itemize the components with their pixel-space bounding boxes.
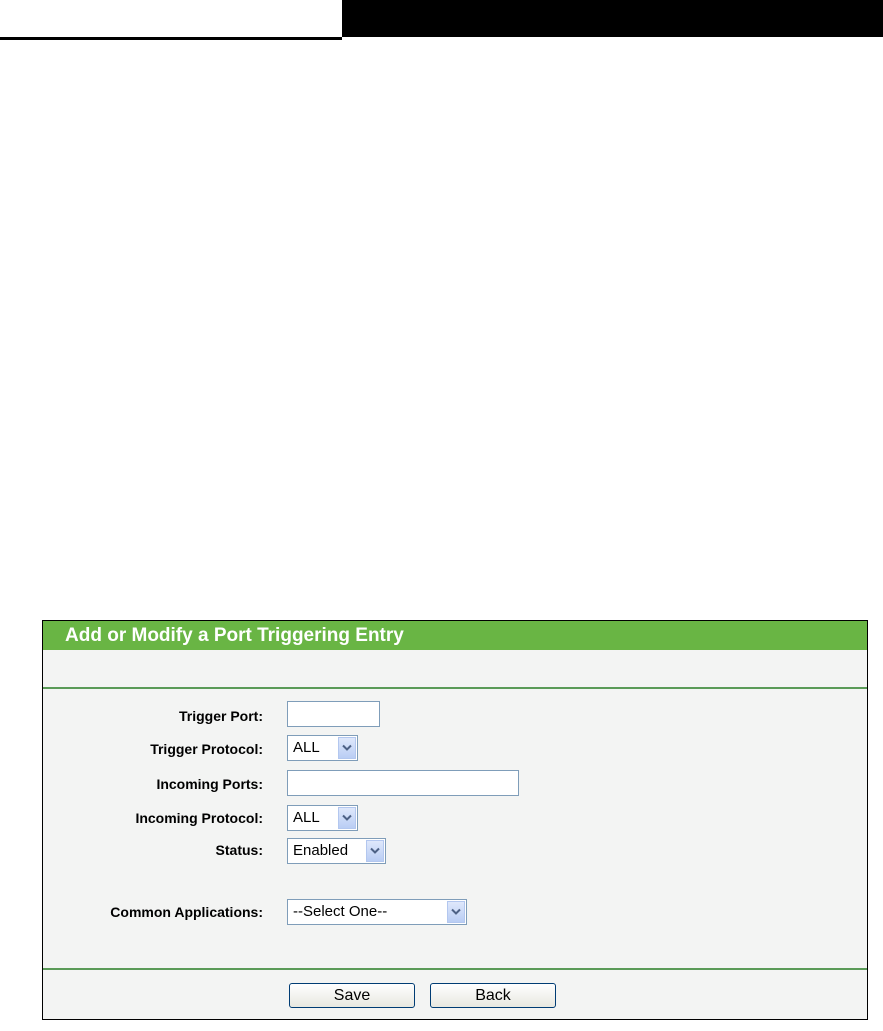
page-header-bar (342, 0, 883, 37)
common-applications-select[interactable] (287, 899, 467, 925)
incoming-ports-label: Incoming Ports: (156, 776, 263, 792)
chevron-down-icon[interactable] (447, 901, 465, 923)
trigger-protocol-label: Trigger Protocol: (150, 741, 263, 757)
trigger-protocol-select[interactable] (287, 735, 358, 761)
trigger-protocol-value: ALL (293, 739, 320, 756)
chevron-down-icon[interactable] (338, 807, 356, 829)
port-triggering-panel (42, 620, 868, 1020)
status-select[interactable] (287, 838, 386, 864)
status-value: Enabled (293, 842, 349, 859)
chevron-down-icon[interactable] (338, 737, 356, 759)
trigger-port-input[interactable] (287, 701, 380, 727)
page-header-line (0, 37, 342, 40)
incoming-protocol-select[interactable] (287, 805, 358, 831)
status-label: Status: (215, 842, 263, 858)
trigger-port-label: Trigger Port: (178, 708, 263, 724)
incoming-protocol-value: ALL (293, 809, 320, 826)
incoming-protocol-label: Incoming Protocol: (135, 810, 263, 826)
top-divider (43, 687, 867, 689)
bottom-divider (43, 968, 867, 970)
incoming-ports-input[interactable] (287, 770, 519, 796)
save-button[interactable]: Save (289, 983, 415, 1008)
common-applications-value: --Select One-- (293, 903, 388, 920)
common-applications-label: Common Applications: (110, 904, 263, 920)
panel-title: Add or Modify a Port Triggering Entry (43, 621, 867, 650)
back-button[interactable]: Back (430, 983, 556, 1008)
chevron-down-icon[interactable] (366, 840, 384, 862)
